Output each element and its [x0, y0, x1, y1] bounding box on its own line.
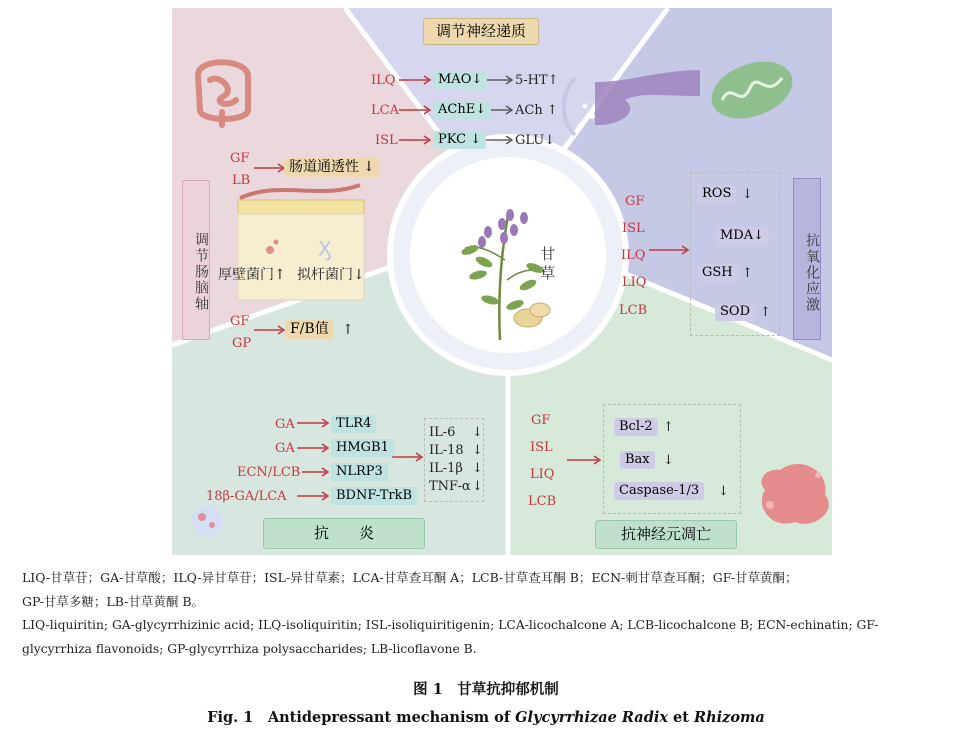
neuro-row-2-result-name: ACh — [515, 103, 543, 118]
apoptosis-source-2: ISL — [530, 440, 553, 455]
gut-firmicutes-label: 厚壁菌门 — [218, 267, 274, 283]
gut-fb-box — [285, 320, 334, 339]
oxidative-marker-2 — [715, 227, 769, 245]
neuro-row-1-result-arrow: ↑ — [547, 73, 559, 88]
gut-fb-label: F/B值 — [290, 321, 329, 337]
neuro-section-title: 调节神经递质 — [423, 18, 539, 45]
apoptosis-source-3: LIQ — [530, 467, 555, 482]
oxidative-marker-2-arrow: ↓ — [753, 228, 765, 243]
inflammation-row-4-source: 18β-GA/LCA — [206, 489, 287, 504]
gut-permeability-source-1: GF — [230, 151, 250, 166]
oxidative-marker-4-name: SOD — [720, 304, 750, 319]
inflammation-section-title: 抗 炎 — [263, 518, 425, 549]
gut-bacteroidetes-label: 拟杆菌门 — [297, 267, 353, 283]
oxidative-marker-4-arrow: ↑ — [760, 305, 771, 320]
neuro-row-3-target-arrow: ↓ — [470, 132, 482, 147]
figure-title-en-italic-1: Glycyrrhizae Radix — [515, 709, 668, 726]
inflammation-row-1-source: GA — [275, 417, 295, 432]
gut-firmicutes-arrow: ↑ — [274, 267, 286, 283]
oxidative-marker-2-name: MDA — [720, 228, 754, 243]
cytokine-3-name: IL-1β — [429, 461, 463, 476]
figure-title-en-mid: et — [668, 709, 695, 726]
gut-permeability-arrow: ↓ — [363, 159, 375, 175]
apoptosis-marker-1 — [614, 418, 658, 436]
caption-cn-line-2: GP-甘草多糖；LB-甘草黄酮 B。 — [22, 594, 205, 609]
cytokine-4 — [429, 480, 471, 493]
oxidative-source-5: LCB — [619, 303, 648, 318]
apoptosis-marker-2 — [620, 451, 655, 469]
apoptosis-marker-2-name: Bax — [625, 452, 650, 467]
oxidative-marker-1 — [697, 185, 736, 203]
oxidative-source-3: ILQ — [621, 248, 646, 263]
neuro-row-2-result — [515, 104, 558, 117]
neuro-row-2-result-arrow: ↑ — [546, 103, 558, 118]
oxidative-section-title: 抗氧化应激 — [793, 178, 821, 340]
inflammation-row-3-target: NLRP3 — [331, 463, 388, 481]
gut-firmicutes — [218, 268, 286, 282]
cytokine-1-arrow: ↓ — [472, 425, 483, 440]
oxidative-marker-4 — [715, 303, 755, 321]
cytokine-3 — [429, 462, 463, 475]
cytokine-3-arrow: ↓ — [472, 461, 483, 476]
neuro-row-1-result-name: 5-HT — [515, 73, 548, 88]
caption-en-line-2: glycyrrhiza flavonoids; GP-glycyrrhiza polysaccharides; LB-licoflavone B. — [22, 642, 477, 656]
apoptotic-cell-icon — [761, 464, 828, 524]
cytokine-2-arrow: ↓ — [472, 443, 483, 458]
neuro-row-1-source: ILQ — [371, 73, 396, 88]
figure-title-en — [0, 706, 972, 727]
gut-permeability-box — [284, 158, 380, 177]
cytokine-4-name: TNF-α — [429, 479, 471, 494]
cytokine-1 — [429, 426, 455, 439]
caption-cn-line-1: LIQ-甘草苷；GA-甘草酸；ILQ-异甘草苷；ISL-异甘草素；LCA-甘草查耳酮 A；LCB-甘草查耳酮 B；ECN-刺甘草查耳酮；GF-甘草黄酮； — [22, 570, 798, 585]
apoptosis-marker-1-name: Bcl-2 — [619, 419, 653, 434]
apoptosis-section-title: 抗神经元凋亡 — [595, 520, 737, 549]
gut-fb-arrow: ↑ — [342, 322, 354, 338]
neuro-row-3-target-name: PKC — [438, 132, 467, 147]
oxidative-marker-3 — [697, 264, 738, 282]
inflammation-row-3-source: ECN/LCB — [237, 465, 301, 480]
cytokine-2-name: IL-18 — [429, 443, 464, 458]
gut-bacteroidetes-arrow: ↓ — [353, 267, 365, 283]
figure-title-en-italic-2: Rhizoma — [694, 709, 765, 726]
neuro-row-3-target — [433, 131, 486, 149]
caption-en-line-1: LIQ-liquiritin; GA-glycyrrhizinic acid; ILQ-isoliquiritin; ISL-isoliquiritigenin; LCA-licochalcone A; LCB-licochalcone B; ECN-echinatin; GF- — [22, 618, 879, 632]
neuro-row-2-target — [433, 101, 491, 119]
apoptosis-marker-3 — [614, 482, 704, 500]
oxidative-source-2: ISL — [622, 221, 645, 236]
figure-title-en-prefix: Fig. 1 Antidepressant mechanism of — [207, 709, 516, 726]
svg-text:Ӽ: Ӽ — [318, 237, 332, 261]
neuro-row-2-target-arrow: ↓ — [475, 102, 487, 117]
oxidative-source-4: LIQ — [622, 275, 647, 290]
neuro-row-3-result-name: GLU — [515, 133, 545, 148]
gut-permeability-label: 肠道通透性 — [289, 159, 359, 175]
oxidative-marker-1-arrow: ↓ — [742, 187, 753, 202]
apoptosis-marker-2-arrow: ↓ — [663, 453, 674, 468]
inflammation-row-4-target: BDNF-TrkB — [331, 487, 417, 505]
oxidative-marker-3-arrow: ↑ — [742, 266, 753, 281]
cytokine-4-arrow: ↓ — [472, 479, 483, 494]
immune-cell-icon — [191, 505, 223, 537]
center-circle — [410, 157, 606, 353]
neuro-row-2-target-name: AChE — [438, 102, 476, 117]
neuro-row-2-source: LCA — [371, 103, 399, 118]
oxidative-marker-1-name: ROS — [702, 186, 732, 201]
gut-fb-source-1: GF — [230, 314, 250, 329]
neuro-row-1-result — [515, 74, 559, 87]
cytokine-1-name: IL-6 — [429, 425, 456, 440]
neuro-row-1-target — [433, 71, 487, 89]
gut-bacteroidetes — [297, 268, 365, 282]
gut-section-title: 调节肠脑轴 — [182, 180, 210, 340]
apoptosis-marker-1-arrow: ↑ — [663, 420, 674, 435]
apoptosis-marker-3-arrow: ↓ — [718, 484, 729, 499]
inflammation-row-2-target: HMGB1 — [331, 439, 394, 457]
oxidative-marker-3-name: GSH — [702, 265, 733, 280]
oxidative-source-1: GF — [625, 194, 645, 209]
cytokine-2 — [429, 444, 464, 457]
apoptosis-source-1: GF — [531, 413, 551, 428]
apoptosis-source-4: LCB — [528, 494, 557, 509]
neuro-row-3-result-arrow: ↓ — [544, 133, 556, 148]
neuro-row-1-target-name: MAO — [438, 72, 472, 87]
inflammation-row-2-source: GA — [275, 441, 295, 456]
neuro-row-1-target-arrow: ↓ — [471, 72, 483, 87]
gut-fb-source-2: GP — [232, 336, 252, 351]
apoptosis-marker-3-name: Caspase-1/3 — [619, 483, 700, 498]
center-label: 甘草 — [538, 246, 557, 284]
gut-permeability-source-2: LB — [232, 173, 251, 188]
inflammation-row-1-target: TLR4 — [331, 415, 376, 433]
neuro-row-3-source: ISL — [375, 133, 398, 148]
neuro-row-3-result — [515, 134, 555, 147]
figure-title-cn: 图 1 甘草抗抑郁机制 — [413, 681, 559, 698]
